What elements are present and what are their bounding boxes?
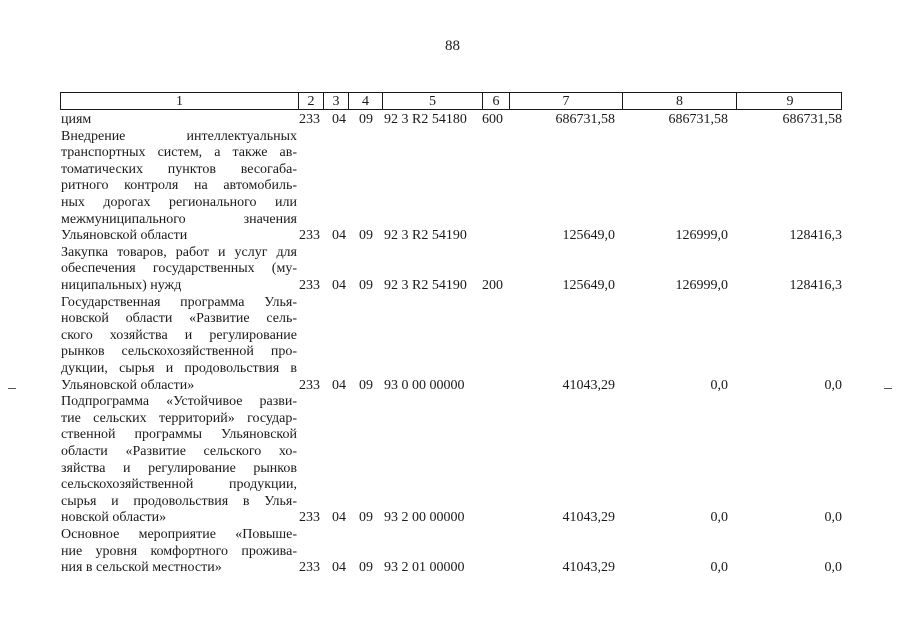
row-description-line: области «Развитие сельского хо- [61, 443, 297, 459]
row-target-article: 92 3 R2 54190 [384, 228, 467, 244]
row-description-line: Государственная программа Улья- [61, 294, 297, 310]
row-description-line: обеспечения государственных (му- [61, 261, 297, 277]
header-col-9: 9 [736, 93, 843, 109]
row-description-line: Ульяновской области» [61, 377, 195, 393]
header-col-8: 8 [622, 93, 736, 109]
row-amount-col7: 125649,0 [562, 228, 615, 244]
header-col-6: 6 [482, 93, 509, 109]
row-description-line: ниципальных) нужд [61, 277, 182, 293]
row-target-article: 92 3 R2 54190 [384, 277, 467, 293]
row-description [61, 129, 297, 245]
row-description-line: Подпрограмма «Устойчивое разви- [61, 394, 297, 410]
row-amount-col9: 128416,3 [789, 277, 842, 293]
row-amount-col8: 0,0 [710, 377, 728, 393]
row-amount-col9: 0,0 [824, 510, 842, 526]
row-section: 04 [332, 510, 346, 526]
row-description-line: Основное мероприятие «Повыше- [61, 527, 297, 542]
header-col-1: 1 [176, 94, 183, 109]
header-col-3: 3 [323, 93, 348, 109]
row-section: 04 [332, 560, 346, 576]
row-amount-col7: 125649,0 [562, 277, 615, 293]
row-description-line: ского хозяйства и регулирование [61, 327, 297, 343]
row-amount-col8: 686731,58 [668, 112, 728, 127]
header-col-2: 2 [298, 93, 323, 109]
row-admin-code: 233 [299, 112, 320, 127]
header-col-5: 5 [382, 93, 482, 109]
row-admin-code: 233 [299, 228, 320, 244]
row-description-line: зяйства и регулирование рынков [61, 460, 297, 476]
row-section: 04 [332, 228, 346, 244]
row-description [61, 112, 297, 129]
row-amount-col7: 41043,29 [562, 377, 615, 393]
row-subsection: 09 [359, 228, 373, 244]
row-description-line: Ульяновской области [61, 228, 188, 244]
row-description-line: дукции, сырья и продовольствия в [61, 360, 297, 376]
scan-mark-left [8, 388, 16, 389]
row-description-line: транспортных систем, а также ав- [61, 145, 297, 161]
row-amount-col9: 128416,3 [789, 228, 842, 244]
row-section: 04 [332, 377, 346, 393]
row-description [61, 245, 297, 295]
row-expense-type: 600 [482, 112, 503, 127]
row-admin-code: 233 [299, 560, 320, 576]
row-subsection: 09 [359, 277, 373, 293]
row-description-line: тие сельских территорий» государ- [61, 410, 297, 426]
row-amount-col9: 0,0 [824, 560, 842, 576]
row-amount-col8: 126999,0 [675, 228, 728, 244]
row-description-line: циям [61, 112, 92, 127]
row-target-article: 92 3 R2 54180 [384, 112, 467, 127]
row-description-line: Закупка товаров, работ и услуг для [61, 244, 297, 260]
row-description-line: рынков сельскохозяйственной про- [61, 344, 297, 360]
row-description-line: Внедрение интеллектуальных [61, 128, 297, 144]
row-subsection: 09 [359, 377, 373, 393]
row-description [61, 295, 297, 395]
header-col-4: 4 [348, 93, 382, 109]
row-amount-col7: 41043,29 [562, 510, 615, 526]
row-amount-col8: 0,0 [710, 560, 728, 576]
row-subsection: 09 [359, 112, 373, 127]
row-target-article: 93 0 00 00000 [384, 377, 465, 393]
row-amount-col9: 0,0 [824, 377, 842, 393]
page-number: 88 [445, 38, 460, 54]
row-description-line: межмуниципального значения [61, 211, 297, 227]
row-description [61, 527, 297, 577]
row-section: 04 [332, 112, 346, 127]
row-amount-col7: 41043,29 [562, 560, 615, 576]
row-description-line: ния в сельской местности» [61, 560, 222, 576]
row-description-line: сельскохозяйственной продукции, [61, 477, 297, 493]
row-admin-code: 233 [299, 277, 320, 293]
row-subsection: 09 [359, 510, 373, 526]
row-description-line: новской области» [61, 510, 167, 526]
row-amount-col8: 126999,0 [675, 277, 728, 293]
row-target-article: 93 2 00 00000 [384, 510, 465, 526]
row-amount-col9: 686731,58 [782, 112, 842, 127]
table-header-row [60, 92, 842, 110]
scan-mark-right [884, 388, 892, 389]
row-admin-code: 233 [299, 377, 320, 393]
row-admin-code: 233 [299, 510, 320, 526]
row-description-line: томатических пунктов весогаба- [61, 161, 297, 177]
row-section: 04 [332, 277, 346, 293]
row-description-line: новской области «Развитие сель- [61, 311, 297, 327]
header-col-7: 7 [509, 93, 622, 109]
row-description [61, 394, 297, 527]
row-subsection: 09 [359, 560, 373, 576]
row-description-line: ственной программы Ульяновской [61, 427, 297, 443]
row-description-line: ритного контроля на автомобиль- [61, 178, 297, 194]
row-expense-type: 200 [482, 277, 503, 293]
row-description-line: ние уровня комфортного прожива- [61, 543, 297, 559]
row-target-article: 93 2 01 00000 [384, 560, 465, 576]
row-description-line: сырья и продовольствия в Улья- [61, 493, 297, 509]
row-amount-col7: 686731,58 [555, 112, 615, 127]
row-amount-col8: 0,0 [710, 510, 728, 526]
row-description-line: ных дорогах регионального или [61, 194, 297, 210]
